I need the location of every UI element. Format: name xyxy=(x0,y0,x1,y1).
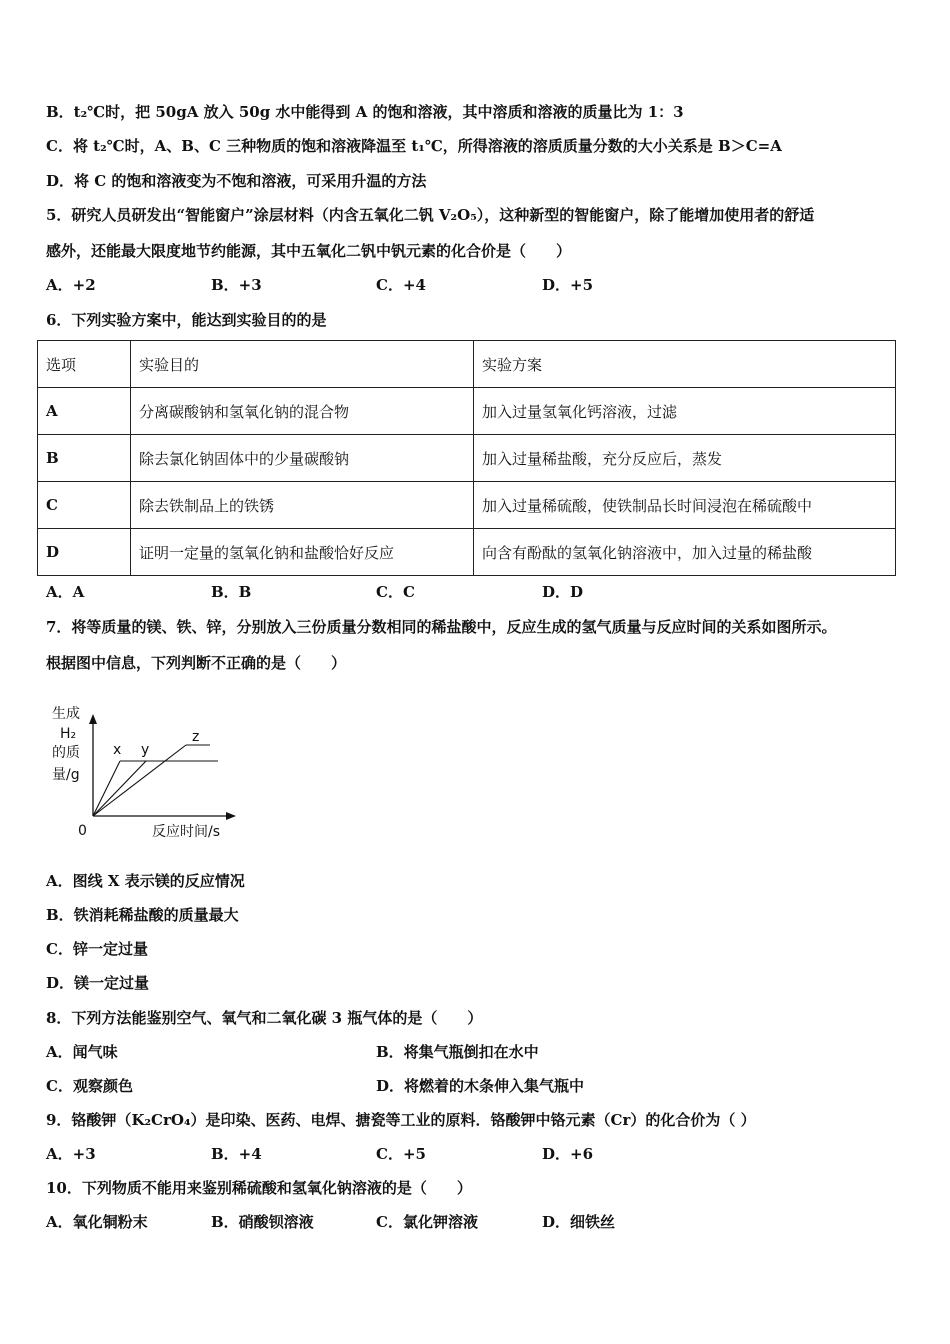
q9-option-c: C．+5 xyxy=(376,1145,426,1163)
table-header-row xyxy=(38,341,896,388)
graph-label-y: y xyxy=(141,742,150,758)
q5-option-b: B．+3 xyxy=(211,276,262,294)
graph-ylabel-4: 量/g xyxy=(52,767,80,783)
q6-stem: 6．下列实验方案中，能达到实验目的的是 xyxy=(46,311,327,329)
table-cell-option: C xyxy=(38,482,131,529)
table-cell-purpose: 分离碳酸钠和氢氧化钠的混合物 xyxy=(131,388,474,435)
table-row xyxy=(38,482,896,529)
q5-stem-line1: 5．研究人员研发出“智能窗户”涂层材料（内含五氧化二钒 V₂O₅），这种新型的智能窗户，除了能增加使用者的舒适 xyxy=(46,206,815,224)
table-header-cell: 选项 xyxy=(38,341,131,388)
table-cell-plan: 加入过量稀盐酸，充分反应后，蒸发 xyxy=(474,435,896,482)
graph-ylabel-3: 的质 xyxy=(52,745,80,761)
table-cell-purpose: 证明一定量的氢氧化钠和盐酸恰好反应 xyxy=(131,529,474,576)
graph-line-y xyxy=(93,761,146,816)
q10-option-c: C．氯化钾溶液 xyxy=(376,1213,478,1231)
q7-option-d: D．镁一定过量 xyxy=(46,974,150,992)
q7-stem-line2: 根据图中信息，下列判断不正确的是（ ） xyxy=(46,654,347,672)
graph-ylabel-1: 生成 xyxy=(52,706,80,722)
q7-stem-line1: 7．将等质量的镁、铁、锌，分别放入三份质量分数相同的稀盐酸中，反应生成的氢气质量与反应时间的关系如图所示。 xyxy=(46,618,837,636)
q5-option-d: D．+5 xyxy=(542,276,594,294)
table-cell-plan: 加入过量氢氧化钙溶液，过滤 xyxy=(474,388,896,435)
q10-option-d: D．细铁丝 xyxy=(542,1213,616,1231)
q9-option-b: B．+4 xyxy=(211,1145,262,1163)
q6-option-b: B．B xyxy=(211,583,252,601)
q6-option-d: D．D xyxy=(542,583,584,601)
graph-y-axis-arrow xyxy=(89,714,97,724)
q4-option-c: C．将 t₂℃时，A、B、C 三种物质的饱和溶液降温至 t₁℃，所得溶液的溶质质量分数的大小关系是 B＞C=A xyxy=(46,137,782,155)
q7-option-b: B．铁消耗稀盐酸的质量最大 xyxy=(46,906,239,924)
q4-option-b: B．t₂℃时，把 50gA 放入 50g 水中能得到 A 的饱和溶液，其中溶质和溶液的质量比为 1：3 xyxy=(46,103,684,121)
table-row xyxy=(38,388,896,435)
q8-option-b: B．将集气瓶倒扣在水中 xyxy=(376,1043,539,1061)
q9-option-d: D．+6 xyxy=(542,1145,594,1163)
table-cell-option: A xyxy=(38,388,131,435)
q7-option-c: C．锌一定过量 xyxy=(46,940,148,958)
q6-option-a: A．A xyxy=(46,583,85,601)
q8-option-d: D．将燃着的木条伸入集气瓶中 xyxy=(376,1077,585,1095)
q8-option-a: A．闻气味 xyxy=(46,1043,118,1061)
q10-option-b: B．硝酸钡溶液 xyxy=(211,1213,314,1231)
q8-option-c: C．观察颜色 xyxy=(46,1077,133,1095)
table-header-cell: 实验方案 xyxy=(474,341,896,388)
q4-option-d: D．将 C 的饱和溶液变为不饱和溶液，可采用升温的方法 xyxy=(46,172,427,190)
q6-table xyxy=(37,340,896,576)
graph-label-x: x xyxy=(113,742,122,758)
graph-line-z xyxy=(93,745,186,816)
q7-option-a: A．图线 X 表示镁的反应情况 xyxy=(46,872,245,890)
q9-stem: 9．铬酸钾（K₂CrO₄）是印染、医药、电焊、搪瓷等工业的原料．铬酸钾中铬元素（Cr）的化合价为（ ） xyxy=(46,1111,756,1129)
graph-origin: 0 xyxy=(78,823,87,839)
graph-ylabel-2: H₂ xyxy=(60,726,77,742)
table-cell-option: B xyxy=(38,435,131,482)
table-cell-purpose: 除去铁制品上的铁锈 xyxy=(131,482,474,529)
graph-xlabel: 反应时间/s xyxy=(152,824,221,840)
graph-line-x xyxy=(93,761,120,816)
table-row xyxy=(38,435,896,482)
q6-option-c: C．C xyxy=(376,583,415,601)
table-row xyxy=(38,529,896,576)
table-cell-plan: 向含有酚酞的氢氧化钠溶液中，加入过量的稀盐酸 xyxy=(474,529,896,576)
q8-stem: 8．下列方法能鉴别空气、氧气和二氧化碳 3 瓶气体的是（ ） xyxy=(46,1009,483,1027)
graph-label-z: z xyxy=(192,729,200,745)
table-cell-option: D xyxy=(38,529,131,576)
q9-option-a: A．+3 xyxy=(46,1145,96,1163)
table-cell-purpose: 除去氯化钠固体中的少量碳酸钠 xyxy=(131,435,474,482)
table-header-cell: 实验目的 xyxy=(131,341,474,388)
q10-option-a: A．氧化铜粉末 xyxy=(46,1213,148,1231)
q5-option-c: C．+4 xyxy=(376,276,426,294)
q10-stem: 10．下列物质不能用来鉴别稀硫酸和氢氧化钠溶液的是（ ） xyxy=(46,1179,472,1197)
table-cell-plan: 加入过量稀硫酸，使铁制品长时间浸泡在稀硫酸中 xyxy=(474,482,896,529)
graph-x-axis-arrow xyxy=(226,812,236,820)
q5-option-a: A．+2 xyxy=(46,276,96,294)
q5-stem-line2: 感外，还能最大限度地节约能源，其中五氧化二钒中钒元素的化合价是（ ） xyxy=(46,242,572,260)
q7-hydrogen-graph xyxy=(46,700,246,845)
